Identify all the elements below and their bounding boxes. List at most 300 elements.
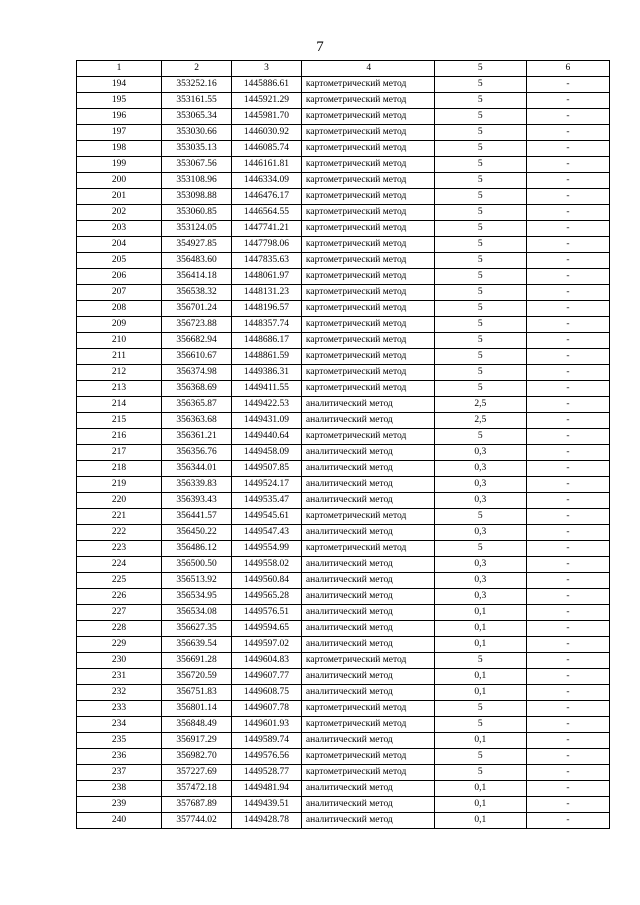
- note-cell: -: [526, 205, 609, 221]
- table-row: [77, 781, 610, 797]
- note-cell: -: [526, 429, 609, 445]
- point-number-cell: 202: [77, 205, 162, 221]
- x-coordinate-cell: 356610.67: [162, 349, 232, 365]
- y-coordinate-cell: 1445921.29: [232, 93, 302, 109]
- x-coordinate-cell: 356917.29: [162, 733, 232, 749]
- accuracy-cell: 0,3: [434, 493, 526, 509]
- table-row: [77, 509, 610, 525]
- column-header-4: 4: [301, 61, 434, 77]
- table-row: [77, 797, 610, 813]
- y-coordinate-cell: 1449558.02: [232, 557, 302, 573]
- table-row: [77, 237, 610, 253]
- x-coordinate-cell: 356982.70: [162, 749, 232, 765]
- note-cell: -: [526, 637, 609, 653]
- note-cell: -: [526, 541, 609, 557]
- table-row: [77, 477, 610, 493]
- note-cell: -: [526, 509, 609, 525]
- column-header-6: 6: [526, 61, 609, 77]
- accuracy-cell: 0,3: [434, 477, 526, 493]
- point-number-cell: 238: [77, 781, 162, 797]
- method-cell: картометрический метод: [301, 301, 434, 317]
- note-cell: -: [526, 413, 609, 429]
- x-coordinate-cell: 356374.98: [162, 365, 232, 381]
- table-row: [77, 285, 610, 301]
- method-cell: картометрический метод: [301, 717, 434, 733]
- accuracy-cell: 0,3: [434, 573, 526, 589]
- table-row: [77, 301, 610, 317]
- x-coordinate-cell: 356339.83: [162, 477, 232, 493]
- x-coordinate-cell: 356363.68: [162, 413, 232, 429]
- table-row: [77, 541, 610, 557]
- table-row: [77, 413, 610, 429]
- note-cell: -: [526, 157, 609, 173]
- table-row: [77, 269, 610, 285]
- y-coordinate-cell: 1449607.77: [232, 669, 302, 685]
- accuracy-cell: 5: [434, 173, 526, 189]
- y-coordinate-cell: 1448357.74: [232, 317, 302, 333]
- x-coordinate-cell: 353108.96: [162, 173, 232, 189]
- x-coordinate-cell: 353252.16: [162, 77, 232, 93]
- table-row: [77, 765, 610, 781]
- accuracy-cell: 0,3: [434, 525, 526, 541]
- x-coordinate-cell: 356365.87: [162, 397, 232, 413]
- x-coordinate-cell: 356848.49: [162, 717, 232, 733]
- note-cell: -: [526, 109, 609, 125]
- note-cell: -: [526, 285, 609, 301]
- accuracy-cell: 5: [434, 77, 526, 93]
- method-cell: аналитический метод: [301, 813, 434, 829]
- table-row: [77, 813, 610, 829]
- point-number-cell: 211: [77, 349, 162, 365]
- point-number-cell: 239: [77, 797, 162, 813]
- point-number-cell: 198: [77, 141, 162, 157]
- note-cell: -: [526, 77, 609, 93]
- y-coordinate-cell: 1449554.99: [232, 541, 302, 557]
- y-coordinate-cell: 1446085.74: [232, 141, 302, 157]
- note-cell: -: [526, 669, 609, 685]
- method-cell: картометрический метод: [301, 157, 434, 173]
- method-cell: картометрический метод: [301, 285, 434, 301]
- x-coordinate-cell: 356627.35: [162, 621, 232, 637]
- table-body: [77, 77, 610, 829]
- accuracy-cell: 5: [434, 269, 526, 285]
- table-row: [77, 349, 610, 365]
- y-coordinate-cell: 1448686.17: [232, 333, 302, 349]
- point-number-cell: 218: [77, 461, 162, 477]
- note-cell: -: [526, 349, 609, 365]
- y-coordinate-cell: 1446030.92: [232, 125, 302, 141]
- method-cell: картометрический метод: [301, 765, 434, 781]
- column-header-5: 5: [434, 61, 526, 77]
- method-cell: аналитический метод: [301, 637, 434, 653]
- x-coordinate-cell: 357227.69: [162, 765, 232, 781]
- note-cell: -: [526, 189, 609, 205]
- coordinates-table: [76, 60, 610, 829]
- method-cell: картометрический метод: [301, 429, 434, 445]
- x-coordinate-cell: 356356.76: [162, 445, 232, 461]
- note-cell: -: [526, 237, 609, 253]
- point-number-cell: 196: [77, 109, 162, 125]
- accuracy-cell: 5: [434, 301, 526, 317]
- table-row: [77, 93, 610, 109]
- method-cell: картометрический метод: [301, 93, 434, 109]
- x-coordinate-cell: 356344.01: [162, 461, 232, 477]
- note-cell: -: [526, 605, 609, 621]
- point-number-cell: 224: [77, 557, 162, 573]
- accuracy-cell: 5: [434, 141, 526, 157]
- table-row: [77, 365, 610, 381]
- method-cell: аналитический метод: [301, 461, 434, 477]
- point-number-cell: 221: [77, 509, 162, 525]
- y-coordinate-cell: 1449428.78: [232, 813, 302, 829]
- x-coordinate-cell: 356500.50: [162, 557, 232, 573]
- note-cell: -: [526, 381, 609, 397]
- table-row: [77, 381, 610, 397]
- point-number-cell: 207: [77, 285, 162, 301]
- point-number-cell: 240: [77, 813, 162, 829]
- y-coordinate-cell: 1449440.64: [232, 429, 302, 445]
- accuracy-cell: 2,5: [434, 413, 526, 429]
- note-cell: -: [526, 317, 609, 333]
- x-coordinate-cell: 353067.56: [162, 157, 232, 173]
- method-cell: аналитический метод: [301, 525, 434, 541]
- method-cell: картометрический метод: [301, 253, 434, 269]
- accuracy-cell: 5: [434, 429, 526, 445]
- table-row: [77, 141, 610, 157]
- accuracy-cell: 5: [434, 381, 526, 397]
- method-cell: картометрический метод: [301, 205, 434, 221]
- y-coordinate-cell: 1447798.06: [232, 237, 302, 253]
- point-number-cell: 209: [77, 317, 162, 333]
- point-number-cell: 234: [77, 717, 162, 733]
- method-cell: картометрический метод: [301, 173, 434, 189]
- note-cell: -: [526, 333, 609, 349]
- note-cell: -: [526, 445, 609, 461]
- table-row: [77, 109, 610, 125]
- y-coordinate-cell: 1449594.65: [232, 621, 302, 637]
- table-row: [77, 525, 610, 541]
- x-coordinate-cell: 357687.89: [162, 797, 232, 813]
- point-number-cell: 223: [77, 541, 162, 557]
- table-row: [77, 685, 610, 701]
- x-coordinate-cell: 353060.85: [162, 205, 232, 221]
- x-coordinate-cell: 353035.13: [162, 141, 232, 157]
- accuracy-cell: 5: [434, 221, 526, 237]
- point-number-cell: 210: [77, 333, 162, 349]
- method-cell: аналитический метод: [301, 781, 434, 797]
- method-cell: аналитический метод: [301, 589, 434, 605]
- accuracy-cell: 2,5: [434, 397, 526, 413]
- column-header-3: 3: [232, 61, 302, 77]
- accuracy-cell: 0,1: [434, 669, 526, 685]
- method-cell: аналитический метод: [301, 573, 434, 589]
- y-coordinate-cell: 1449386.31: [232, 365, 302, 381]
- table-row: [77, 189, 610, 205]
- note-cell: -: [526, 717, 609, 733]
- y-coordinate-cell: 1449597.02: [232, 637, 302, 653]
- method-cell: аналитический метод: [301, 557, 434, 573]
- accuracy-cell: 5: [434, 93, 526, 109]
- header-row: [77, 61, 610, 77]
- y-coordinate-cell: 1449565.28: [232, 589, 302, 605]
- note-cell: -: [526, 301, 609, 317]
- x-coordinate-cell: 356720.59: [162, 669, 232, 685]
- point-number-cell: 204: [77, 237, 162, 253]
- table-row: [77, 461, 610, 477]
- accuracy-cell: 5: [434, 653, 526, 669]
- y-coordinate-cell: 1446334.09: [232, 173, 302, 189]
- method-cell: картометрический метод: [301, 541, 434, 557]
- y-coordinate-cell: 1449528.77: [232, 765, 302, 781]
- y-coordinate-cell: 1448861.59: [232, 349, 302, 365]
- table-row: [77, 621, 610, 637]
- method-cell: картометрический метод: [301, 381, 434, 397]
- accuracy-cell: 0,3: [434, 589, 526, 605]
- x-coordinate-cell: 356483.60: [162, 253, 232, 269]
- method-cell: аналитический метод: [301, 605, 434, 621]
- point-number-cell: 203: [77, 221, 162, 237]
- point-number-cell: 220: [77, 493, 162, 509]
- accuracy-cell: 0,1: [434, 733, 526, 749]
- column-header-1: 1: [77, 61, 162, 77]
- accuracy-cell: 0,1: [434, 685, 526, 701]
- point-number-cell: 231: [77, 669, 162, 685]
- method-cell: картометрический метод: [301, 653, 434, 669]
- accuracy-cell: 5: [434, 365, 526, 381]
- note-cell: -: [526, 813, 609, 829]
- x-coordinate-cell: 356534.95: [162, 589, 232, 605]
- accuracy-cell: 5: [434, 509, 526, 525]
- y-coordinate-cell: 1449458.09: [232, 445, 302, 461]
- table-row: [77, 589, 610, 605]
- accuracy-cell: 5: [434, 317, 526, 333]
- x-coordinate-cell: 356414.18: [162, 269, 232, 285]
- table-row: [77, 317, 610, 333]
- method-cell: картометрический метод: [301, 125, 434, 141]
- point-number-cell: 208: [77, 301, 162, 317]
- note-cell: -: [526, 797, 609, 813]
- table-row: [77, 669, 610, 685]
- y-coordinate-cell: 1449422.53: [232, 397, 302, 413]
- point-number-cell: 213: [77, 381, 162, 397]
- method-cell: картометрический метод: [301, 77, 434, 93]
- accuracy-cell: 5: [434, 237, 526, 253]
- note-cell: -: [526, 621, 609, 637]
- x-coordinate-cell: 356682.94: [162, 333, 232, 349]
- accuracy-cell: 0,1: [434, 797, 526, 813]
- point-number-cell: 233: [77, 701, 162, 717]
- point-number-cell: 229: [77, 637, 162, 653]
- x-coordinate-cell: 356639.54: [162, 637, 232, 653]
- table-row: [77, 557, 610, 573]
- note-cell: -: [526, 781, 609, 797]
- accuracy-cell: 5: [434, 125, 526, 141]
- accuracy-cell: 0,1: [434, 781, 526, 797]
- method-cell: картометрический метод: [301, 749, 434, 765]
- y-coordinate-cell: 1449411.55: [232, 381, 302, 397]
- method-cell: картометрический метод: [301, 237, 434, 253]
- point-number-cell: 235: [77, 733, 162, 749]
- point-number-cell: 212: [77, 365, 162, 381]
- table-row: [77, 253, 610, 269]
- x-coordinate-cell: 354927.85: [162, 237, 232, 253]
- point-number-cell: 219: [77, 477, 162, 493]
- x-coordinate-cell: 356441.57: [162, 509, 232, 525]
- table-row: [77, 717, 610, 733]
- point-number-cell: 225: [77, 573, 162, 589]
- table-row: [77, 333, 610, 349]
- method-cell: аналитический метод: [301, 397, 434, 413]
- accuracy-cell: 5: [434, 205, 526, 221]
- x-coordinate-cell: 356368.69: [162, 381, 232, 397]
- x-coordinate-cell: 353161.55: [162, 93, 232, 109]
- note-cell: -: [526, 173, 609, 189]
- accuracy-cell: 0,1: [434, 813, 526, 829]
- point-number-cell: 205: [77, 253, 162, 269]
- table-row: [77, 749, 610, 765]
- accuracy-cell: 5: [434, 765, 526, 781]
- table-row: [77, 445, 610, 461]
- x-coordinate-cell: 353030.66: [162, 125, 232, 141]
- y-coordinate-cell: 1449576.51: [232, 605, 302, 621]
- table-row: [77, 637, 610, 653]
- y-coordinate-cell: 1449481.94: [232, 781, 302, 797]
- x-coordinate-cell: 357744.02: [162, 813, 232, 829]
- point-number-cell: 200: [77, 173, 162, 189]
- method-cell: аналитический метод: [301, 685, 434, 701]
- method-cell: аналитический метод: [301, 493, 434, 509]
- method-cell: аналитический метод: [301, 669, 434, 685]
- table-row: [77, 173, 610, 189]
- y-coordinate-cell: 1448196.57: [232, 301, 302, 317]
- method-cell: аналитический метод: [301, 733, 434, 749]
- point-number-cell: 230: [77, 653, 162, 669]
- y-coordinate-cell: 1445981.70: [232, 109, 302, 125]
- method-cell: картометрический метод: [301, 365, 434, 381]
- accuracy-cell: 5: [434, 109, 526, 125]
- accuracy-cell: 5: [434, 541, 526, 557]
- accuracy-cell: 0,3: [434, 557, 526, 573]
- y-coordinate-cell: 1448061.97: [232, 269, 302, 285]
- table-row: [77, 605, 610, 621]
- table-row: [77, 573, 610, 589]
- y-coordinate-cell: 1449547.43: [232, 525, 302, 541]
- note-cell: -: [526, 365, 609, 381]
- method-cell: аналитический метод: [301, 445, 434, 461]
- table-row: [77, 493, 610, 509]
- point-number-cell: 214: [77, 397, 162, 413]
- y-coordinate-cell: 1449601.93: [232, 717, 302, 733]
- point-number-cell: 237: [77, 765, 162, 781]
- method-cell: аналитический метод: [301, 797, 434, 813]
- y-coordinate-cell: 1447741.21: [232, 221, 302, 237]
- point-number-cell: 226: [77, 589, 162, 605]
- method-cell: картометрический метод: [301, 141, 434, 157]
- x-coordinate-cell: 356361.21: [162, 429, 232, 445]
- accuracy-cell: 0,1: [434, 621, 526, 637]
- note-cell: -: [526, 477, 609, 493]
- point-number-cell: 199: [77, 157, 162, 173]
- accuracy-cell: 5: [434, 333, 526, 349]
- x-coordinate-cell: 356751.83: [162, 685, 232, 701]
- x-coordinate-cell: 353065.34: [162, 109, 232, 125]
- method-cell: картометрический метод: [301, 317, 434, 333]
- y-coordinate-cell: 1449604.83: [232, 653, 302, 669]
- y-coordinate-cell: 1449507.85: [232, 461, 302, 477]
- x-coordinate-cell: 357472.18: [162, 781, 232, 797]
- table-row: [77, 77, 610, 93]
- table-row: [77, 221, 610, 237]
- x-coordinate-cell: 356513.92: [162, 573, 232, 589]
- point-number-cell: 217: [77, 445, 162, 461]
- y-coordinate-cell: 1449535.47: [232, 493, 302, 509]
- method-cell: аналитический метод: [301, 413, 434, 429]
- x-coordinate-cell: 356801.14: [162, 701, 232, 717]
- method-cell: картометрический метод: [301, 333, 434, 349]
- note-cell: -: [526, 125, 609, 141]
- accuracy-cell: 5: [434, 717, 526, 733]
- table-row: [77, 125, 610, 141]
- method-cell: аналитический метод: [301, 621, 434, 637]
- y-coordinate-cell: 1446564.55: [232, 205, 302, 221]
- note-cell: -: [526, 253, 609, 269]
- accuracy-cell: 5: [434, 349, 526, 365]
- note-cell: -: [526, 461, 609, 477]
- table-row: [77, 733, 610, 749]
- note-cell: -: [526, 765, 609, 781]
- point-number-cell: 216: [77, 429, 162, 445]
- method-cell: картометрический метод: [301, 189, 434, 205]
- point-number-cell: 194: [77, 77, 162, 93]
- method-cell: картометрический метод: [301, 109, 434, 125]
- accuracy-cell: 0,1: [434, 605, 526, 621]
- table-row: [77, 205, 610, 221]
- method-cell: картометрический метод: [301, 701, 434, 717]
- table-row: [77, 701, 610, 717]
- note-cell: -: [526, 653, 609, 669]
- y-coordinate-cell: 1449608.75: [232, 685, 302, 701]
- table-row: [77, 653, 610, 669]
- point-number-cell: 215: [77, 413, 162, 429]
- note-cell: -: [526, 589, 609, 605]
- x-coordinate-cell: 356691.28: [162, 653, 232, 669]
- x-coordinate-cell: 353124.05: [162, 221, 232, 237]
- note-cell: -: [526, 93, 609, 109]
- method-cell: картометрический метод: [301, 349, 434, 365]
- column-header-2: 2: [162, 61, 232, 77]
- note-cell: -: [526, 685, 609, 701]
- y-coordinate-cell: 1446161.81: [232, 157, 302, 173]
- y-coordinate-cell: 1447835.63: [232, 253, 302, 269]
- accuracy-cell: 5: [434, 157, 526, 173]
- y-coordinate-cell: 1449524.17: [232, 477, 302, 493]
- y-coordinate-cell: 1449431.09: [232, 413, 302, 429]
- point-number-cell: 236: [77, 749, 162, 765]
- point-number-cell: 222: [77, 525, 162, 541]
- note-cell: -: [526, 573, 609, 589]
- accuracy-cell: 0,3: [434, 461, 526, 477]
- note-cell: -: [526, 525, 609, 541]
- note-cell: -: [526, 269, 609, 285]
- y-coordinate-cell: 1449576.56: [232, 749, 302, 765]
- x-coordinate-cell: 356450.22: [162, 525, 232, 541]
- note-cell: -: [526, 141, 609, 157]
- y-coordinate-cell: 1449560.84: [232, 573, 302, 589]
- note-cell: -: [526, 701, 609, 717]
- point-number-cell: 201: [77, 189, 162, 205]
- accuracy-cell: 5: [434, 701, 526, 717]
- method-cell: картометрический метод: [301, 509, 434, 525]
